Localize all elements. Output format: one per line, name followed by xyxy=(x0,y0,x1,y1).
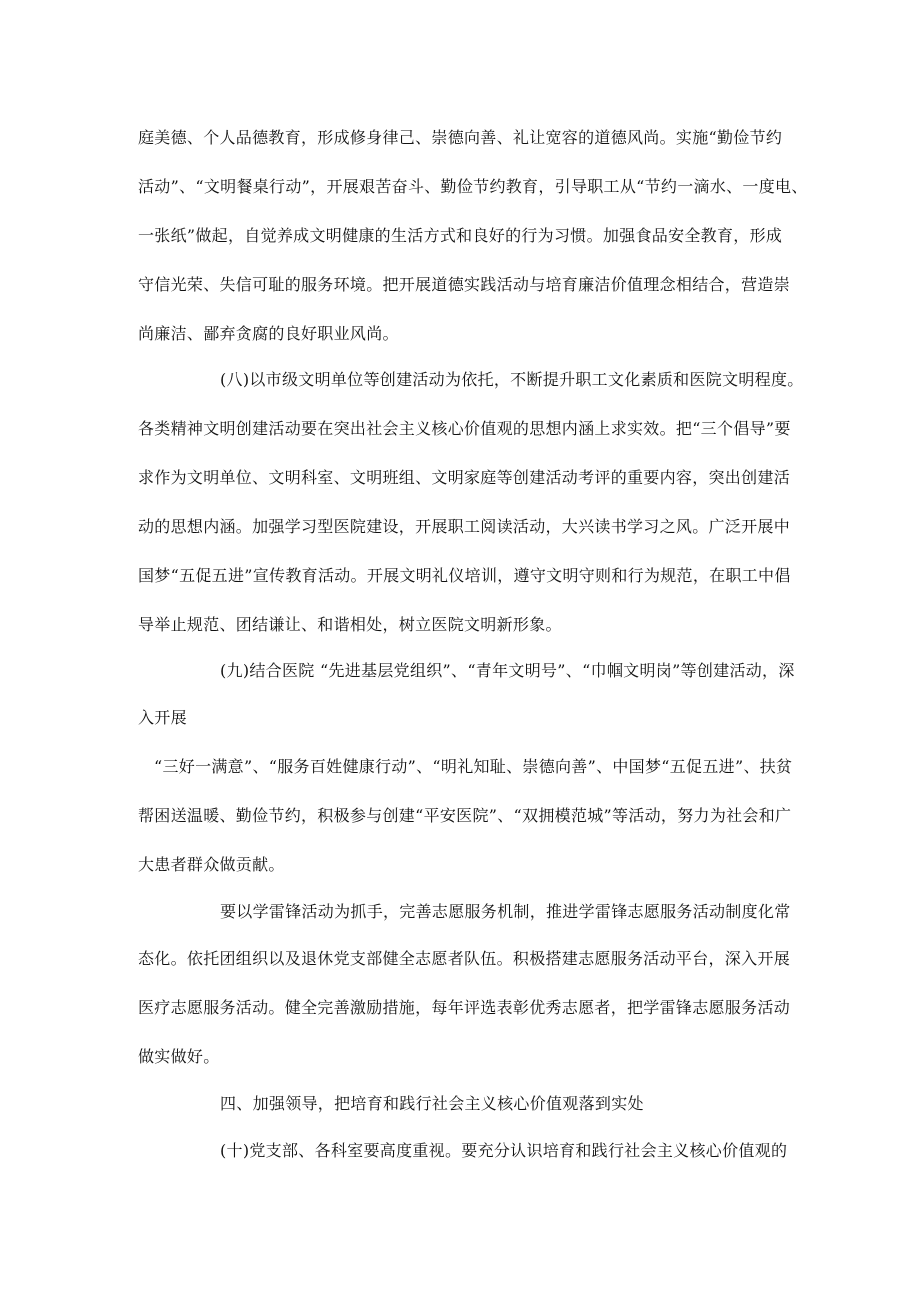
text-line: 求作为文明单位、文明科室、文明班组、文明家庭等创建活动考评的重要内容，突出创建活 xyxy=(138,468,791,487)
text-line: 态化。依托团组织以及退休党支部健全志愿者队伍。积极搭建志愿服务活动平台，深入开展 xyxy=(138,949,791,968)
section-heading-9: (九)结合医院 “先进基层党组织”、“青年文明号”、“巾帼文明岗”等创建活动，深 xyxy=(220,661,795,680)
section-heading-4: 四、加强领导，把培育和践行社会主义核心价值观落到实处 xyxy=(220,1094,644,1113)
text-line: 做实做好。 xyxy=(138,1047,220,1066)
text-line: 庭美德、个人品德教育，形成修身律己、崇德向善、礼让宽容的道德风尚。实施“勤俭节约 xyxy=(138,128,783,147)
section-heading-10: (十)党支部、各科室要高度重视。要充分认识培育和践行社会主义核心价值观的 xyxy=(220,1141,788,1160)
section-heading-8: (八)以市级文明单位等创建活动为依托，不断提升职工文化素质和医院文明程度。 xyxy=(220,370,804,389)
text-line: 大患者群众做贡献。 xyxy=(138,855,285,874)
text-line: 守信光荣、失信可耻的服务环境。把开展道德实践活动与培育廉洁价值理念相结合，营造崇 xyxy=(138,275,791,294)
text-line: 导举止规范、团结谦让、和谐相处，树立医院文明新形象。 xyxy=(138,615,562,634)
text-line: 帮困送温暖、勤俭节约，积极参与创建“平安医院”、“双拥模范城”等活动，努力为社会和广 xyxy=(138,806,792,825)
text-line: 医疗志愿服务活动。健全完善激励措施，每年评选表彰优秀志愿者，把学雷锋志愿服务活动 xyxy=(138,998,791,1017)
text-line: 入开展 xyxy=(138,708,187,727)
text-line: 国梦“五促五进”宣传教育活动。开展文明礼仪培训，遵守文明守则和行为规范，在职工中倡 xyxy=(138,566,791,585)
text-line: 活动”、“文明餐桌行动”，开展艰苦奋斗、勤俭节约教育，引导职工从“节约一滴水、一度电、 xyxy=(138,177,808,196)
text-line: “三好一满意”、“服务百姓健康行动”、“明礼知耻、崇德向善”、中国梦“五促五进”、扶贫 xyxy=(154,757,793,776)
text-line: 尚廉洁、鄙弃贪腐的良好职业风尚。 xyxy=(138,324,399,343)
paragraph-start: 要以学雷锋活动为抓手，完善志愿服务机制，推进学雷锋志愿服务活动制度化常 xyxy=(220,902,791,921)
text-line: 动的思想内涵。加强学习型医院建设，开展职工阅读活动，大兴读书学习之风。广泛开展中 xyxy=(138,517,791,536)
text-line: 一张纸”做起，自觉养成文明健康的生活方式和良好的行为习惯。加强食品安全教育，形成 xyxy=(138,226,783,245)
text-line: 各类精神文明创建活动要在突出社会主义核心价值观的思想内涵上求实效。把“三个倡导”要 xyxy=(138,419,791,438)
